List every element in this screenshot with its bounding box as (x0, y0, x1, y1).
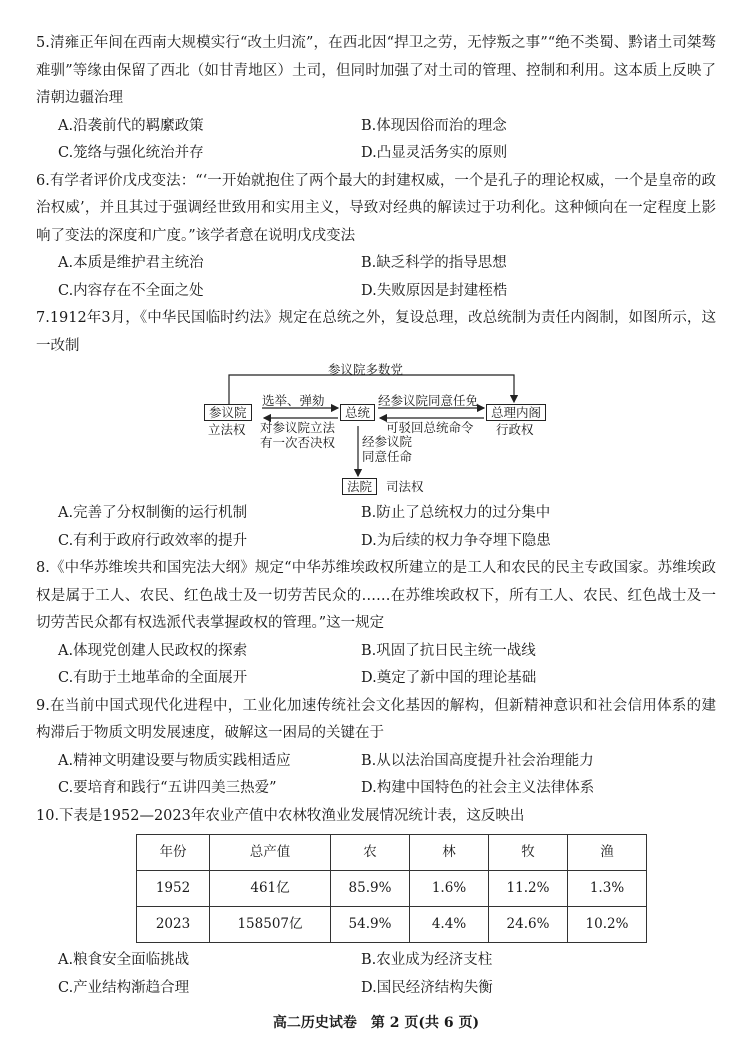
question-stem: 9.在当前中国式现代化进程中，工业化加速传统社会文化基因的解构，但新精神意识和社会信用体系的建构滞后于物质文明发展速度，破解这一困局的关键在于 (36, 697, 716, 741)
option-d: D.为后续的权力争夺埋下隐患 (361, 532, 551, 549)
page-footer: 高二历史试卷 第 2 页(共 6 页) (272, 1015, 480, 1031)
table-cell: 1.6% (410, 871, 489, 907)
option-a: A.精神文明建设要与物质实践相适应 (58, 752, 291, 769)
option-b: B.缺乏科学的指导思想 (361, 255, 507, 271)
table-cell: 4.4% (410, 907, 489, 943)
options-grid (36, 250, 716, 305)
court-box: 法院 (342, 478, 377, 495)
table-header-row (137, 835, 647, 871)
veto-label-1: 对参议院立法 (260, 420, 336, 435)
question-stem: 10.下表是1952—2023年农业产值中农林牧渔业发展情况统计表，这反映出 (36, 807, 525, 824)
table-cell: 10.2% (568, 907, 647, 943)
exam-page (36, 30, 716, 1002)
appoint-label: 经参议院同意任免 (378, 393, 479, 408)
table-header: 总产值 (210, 835, 331, 871)
table-cell: 158507亿 (210, 907, 331, 943)
question-stem: 7.1912年3月，《中华民国临时约法》规定在总统之外，复设总理，改总统制为责任内阁制，如图所示，这一改制 (36, 310, 716, 354)
option-c: C.要培育和践行“五讲四美三热爱” (58, 780, 277, 796)
option-d: D.构建中国特色的社会主义法律体系 (361, 780, 595, 796)
option-d: D.国民经济结构失衡 (361, 979, 493, 996)
option-c: C.有利于政府行政效率的提升 (58, 532, 248, 549)
option-b: B.从以法治国高度提升社会治理能力 (361, 752, 594, 769)
table-header: 年份 (137, 835, 210, 871)
table-cell: 2023 (137, 907, 210, 943)
question-stem: 6.有学者评价戊戌变法：“‘一开始就抱住了两个最大的封建权威，一个是孔子的理论权威，一个是皇帝的政治权威’，并且其过于强调经世致用和实用主义，导致对经典的解读过于功利化。这种倾向在一定程度上影响了变法的深度和广度。”该学者意在说明戊戌变法 (36, 172, 716, 244)
option-b: B.巩固了抗日民主统一战线 (361, 642, 536, 659)
option-a: A.本质是维护君主统治 (58, 255, 204, 271)
option-a: A.完善了分权制衡的运行机制 (58, 505, 248, 521)
table-cell: 461亿 (210, 871, 331, 907)
option-a: A.沿袭前代的羁縻政策 (58, 117, 204, 134)
senate-power: 立法权 (208, 422, 246, 437)
table-header: 农 (331, 835, 410, 871)
question-9 (36, 693, 716, 803)
table-header: 林 (410, 835, 489, 871)
option-d: D.失败原因是封建桎梏 (361, 282, 508, 299)
table-row (137, 871, 647, 907)
table-cell: 85.9% (331, 871, 410, 907)
options-grid (36, 748, 716, 803)
countersign-label: 可驳回总统命令 (386, 420, 474, 435)
options-grid (36, 947, 716, 1002)
cabinet-power: 行政权 (496, 422, 534, 437)
table-header: 渔 (568, 835, 647, 871)
president-box: 总统 (340, 404, 375, 421)
option-b: B.体现因俗而治的理念 (361, 117, 507, 134)
table-row (137, 907, 647, 943)
top-label: 参议院多数党 (328, 362, 404, 377)
table-cell: 1.3% (568, 871, 647, 907)
court-label-1: 经参议院 (362, 434, 413, 449)
court-label-2: 同意任命 (362, 449, 413, 464)
options-grid (36, 500, 716, 555)
question-8 (36, 555, 716, 693)
table-cell: 1952 (137, 871, 210, 907)
question-5 (36, 30, 716, 168)
option-a: A.粮食安全面临挑战 (58, 952, 190, 968)
option-b: B.防止了总统权力的过分集中 (361, 505, 551, 521)
options-grid (36, 638, 716, 693)
power-structure-diagram (36, 362, 716, 500)
question-7 (36, 305, 716, 555)
option-d: D.凸显灵活务实的原则 (361, 145, 508, 161)
question-10 (36, 803, 716, 1003)
option-c: C.有助于土地革命的全面展开 (58, 670, 248, 686)
question-stem: 8.《中华苏维埃共和国宪法大纲》规定“中华苏维埃政权所建立的是工人和农民的民主专政国家。苏维埃政权是属于工人、农民、红色战士及一切劳苦民众的……在苏维埃政权下，所有工人、农民、红色战士及一切劳苦民众都有权选派代表掌握政权的管理。”这一规定 (36, 560, 716, 631)
option-b: B.农业成为经济支柱 (361, 952, 493, 968)
court-power: 司法权 (386, 479, 424, 494)
cabinet-box: 总理内阁 (486, 404, 546, 421)
table-cell: 24.6% (489, 907, 568, 943)
option-d: D.奠定了新中国的理论基础 (361, 670, 537, 686)
table-cell: 54.9% (331, 907, 410, 943)
option-c: C.内容存在不全面之处 (58, 282, 204, 299)
veto-label-2: 有一次否决权 (260, 435, 336, 450)
senate-box: 参议院 (204, 404, 252, 421)
option-a: A.体现党创建人民政权的探索 (58, 642, 248, 659)
option-c: C.笼络与强化统治并存 (58, 145, 204, 161)
table-cell: 11.2% (489, 871, 568, 907)
options-grid (36, 113, 716, 168)
elect-label: 选举、弹劾 (262, 393, 325, 408)
option-c: C.产业结构渐趋合理 (58, 979, 190, 996)
question-6 (36, 168, 716, 306)
question-stem: 5.清雍正年间在西南大规模实行“改土归流”，在西北因“捍卫之劳，无悖叛之事”“绝不类蜀、黔诸土司桀骜难驯”等缘由保留了西北（如甘青地区）土司，但同时加强了对土司的管理、控制和利用。这本质上反映了清朝边疆治理 (36, 35, 716, 106)
table-header: 牧 (489, 835, 568, 871)
agriculture-table (136, 834, 647, 943)
